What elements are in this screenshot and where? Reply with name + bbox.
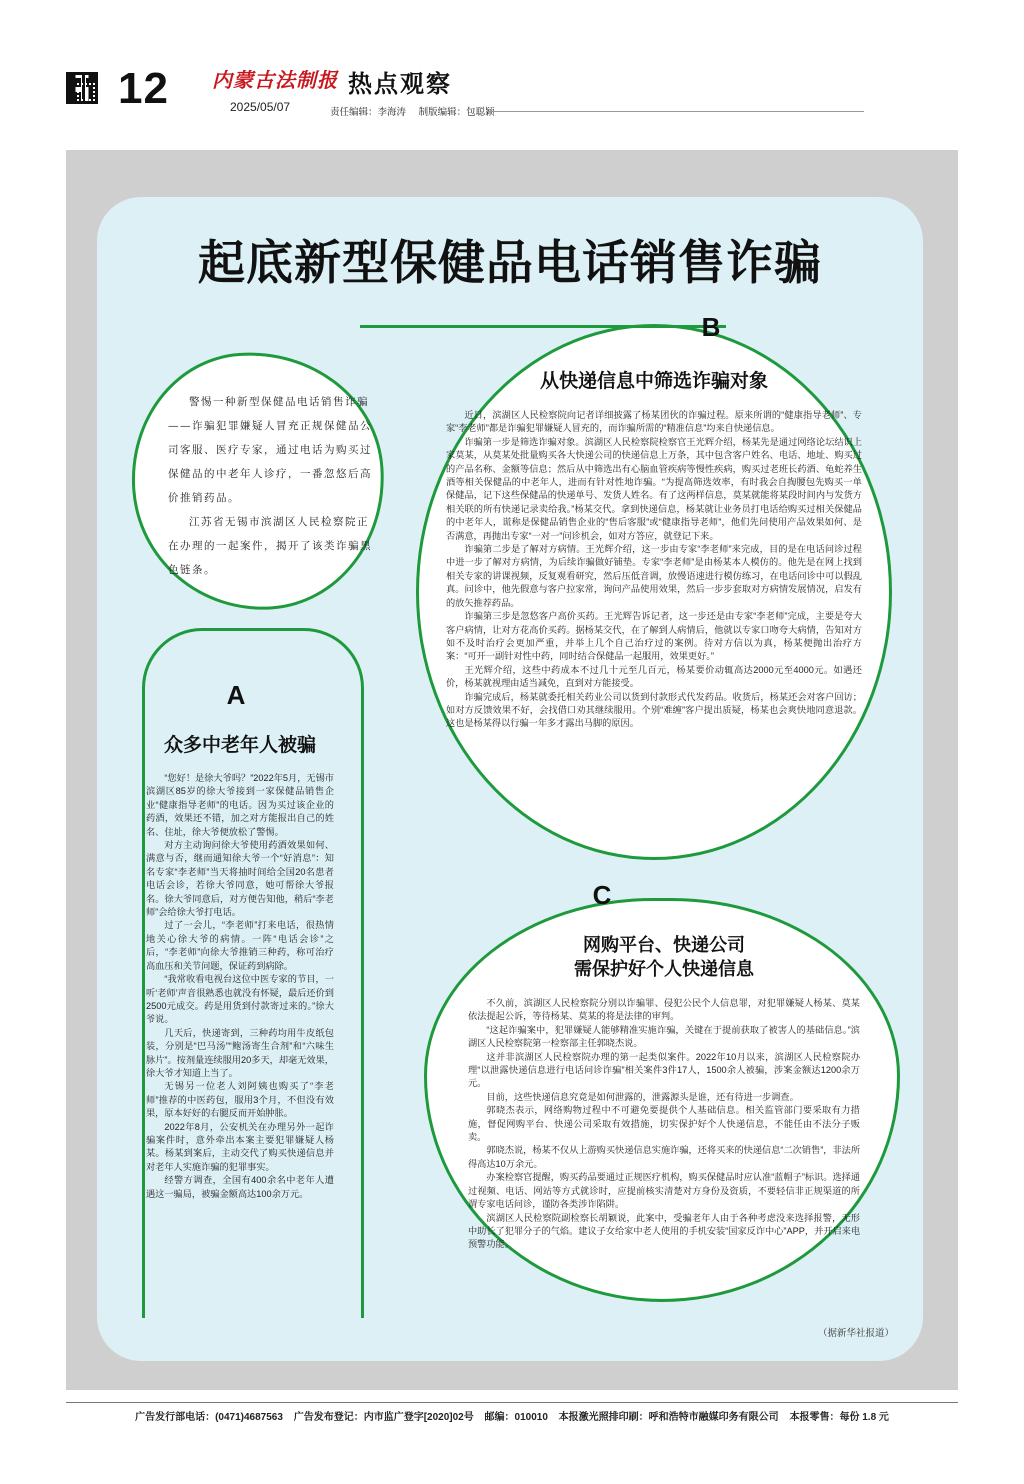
section-a-body bbox=[146, 772, 334, 1201]
section-c-badge: C bbox=[588, 880, 616, 910]
layout-editor: 制版编辑：包聪颖 bbox=[418, 107, 495, 118]
editor-credits bbox=[330, 104, 505, 118]
header-rule bbox=[486, 111, 864, 112]
section-b-title: 从快递信息中筛选诈骗对象 bbox=[539, 370, 768, 392]
issue-date: 2025/05/07 bbox=[230, 100, 291, 114]
paragraph: 诈骗第三步是忽悠客户高价买药。王光辉告诉记者，这一步还是由专家“李老师”完成，主要是夸大客户病情，让对方花高价买药。据杨某交代，在了解到人病情后，他就以专家口吻夸大病情，告知对方如不及时治疗会更加严重，并举上几个自己治疗过的案例。待对方信以为真，杨某便抛出治疗方案：“可开一副针对性中药，同时结合保健品一起服用，效果更好。” bbox=[446, 611, 862, 662]
paragraph: 经警方调查，全国有400余名中老年人遭遇这一骗局，被骗金额高达100余万元。 bbox=[146, 1175, 334, 1199]
paragraph: 几天后，快递寄到，三种药均用牛皮纸包装，分别是“巴马汤”“鲍汤寄生合剂”和“六味生脉片”。按剂量连续服用20多天，却毫无效果，徐大爷才知道上当了。 bbox=[146, 1027, 334, 1078]
section-b-badge: B bbox=[697, 312, 725, 342]
paragraph: 滨湖区人民检察院副检察长胡颖说，此案中，受骗老年人由于各种考虑没来选择报警，无形中助长了犯罪分子的气焰。建议子女给家中老人使用的手机安装“国家反诈中心”APP，并开启来电预警功能。 bbox=[468, 1212, 861, 1250]
page-number: 12 bbox=[118, 64, 169, 113]
paragraph: 目前，这些快递信息究竟是如何泄露的，泄露源头是谁，还有待进一步调查。 bbox=[486, 1091, 799, 1102]
section-c-body bbox=[468, 997, 860, 1252]
footer bbox=[66, 1408, 958, 1423]
paragraph: 郭晓杰表示，网络购物过程中不可避免要提供个人基础信息。相关监管部门要采取有力措施，督促网购平台、快递公司采取有效措施，切实保护好个人快递信息，不能任由不法分子贩卖。 bbox=[468, 1105, 860, 1143]
section-a-badge: A bbox=[222, 680, 250, 710]
section-b-body bbox=[446, 409, 862, 731]
paragraph: 诈骗第一步是筛选诈骗对象。滨湖区人民检察院检察官王光辉介绍，杨某先是通过网络论坛结识上家莫某，从莫某处批量购买各大快递公司的快递信息上万条，其中包含客户姓名、电话、地址、购买过的产品名称、金额等信息；然后从中筛选出有心脑血管疾病等慢性疾病，购买过老班长药酒、龟蛇养生酒等相关保健品的中老年人，进而有针对性地诈骗。“为提高筛选效率，有时我会自掏腰包先购买一单保健品，记下这些保健品的快递单号、发货人姓名。有了这两样信息，莫某就能将某段时间内与发货方相关联的所有快递记录卖给我。”杨某交代。拿到快递信息，杨某就让业务员打电话给购买过相关保健品的中老年人，谎称是保健品销售企业的“售后客服”或“健康指导老师”，他们先问使用产品效果如何、是否满意，再抛出专家“一对一”问诊机会，如对方答应，就登记下来。 bbox=[446, 436, 862, 541]
footer-postcode: 邮编：010010 bbox=[484, 1412, 548, 1423]
footer-price: 本报零售：每份 1.8 元 bbox=[789, 1412, 889, 1423]
section-c-title-line1: 网购平台、快递公司 bbox=[583, 935, 745, 956]
section-c-title bbox=[468, 934, 860, 982]
newspaper-logo: 内蒙古法制报 bbox=[212, 68, 338, 92]
paragraph: 对方主动询问徐大爷使用药酒效果如何、满意与否，继而通知徐大爷一个“好消息”：知名专家“李老师”当天将抽时间给全国20名患者电话会诊，若徐大爷同意，她可帮徐大爷报名。徐大爷同意后，对方便告知他，稍后“李老师”会给徐大爷打电话。 bbox=[146, 840, 334, 918]
paragraph: 近日，滨湖区人民检察院向记者详细披露了杨某团伙的诈骗过程。原来所谓的“健康指导老师”、专家“李老师”都是诈骗犯罪嫌疑人冒充的，而诈骗所需的“精准信息”均来自快递信息。 bbox=[446, 410, 862, 434]
paragraph: 无锡另一位老人刘阿姨也购买了“李老师”推荐的中医药包，服用3个月，不但没有效果，原本好好的右腿反而开始肿胀。 bbox=[146, 1081, 334, 1119]
source-credit: （据新华社报道） bbox=[818, 1328, 895, 1339]
qr-code bbox=[66, 72, 98, 104]
section-name: 热点观察 bbox=[348, 69, 452, 98]
intro-paragraph: 江苏省无锡市滨湖区人民检察院正在办理的一起案件，揭开了该类诈骗黑色链条。 bbox=[168, 516, 372, 576]
paragraph: “您好！是徐大爷吗？”2022年5月，无锡市滨湖区85岁的徐大爷接到一家保健品销售企业“健康指导老师”的电话。因为买过该企业的药酒，效果还不错，加之对方能报出自己的姓名、住址，徐大爷便放松了警惕。 bbox=[146, 773, 334, 837]
decorative-line bbox=[360, 325, 726, 328]
paragraph: 郭晓杰说，杨某不仅从上游购买快递信息实施诈骗，还将买来的快递信息“二次销售”，非法所得高达10万余元。 bbox=[468, 1145, 861, 1169]
paragraph: 过了一会儿，“李老师”打来电话，很热情地关心徐大爷的病情。一阵“电话会诊”之后，“李老师”向徐大爷推销三种药，称可治疗高血压和关节问题，保证药到病除。 bbox=[146, 920, 334, 971]
section-c-title-line2: 需保护好个人快递信息 bbox=[574, 959, 754, 980]
paragraph: “这起诈骗案中，犯罪嫌疑人能够精准实施诈骗，关键在于提前获取了被害人的基础信息。”滨湖区人民检察院第一检察部主任郭晓杰说。 bbox=[468, 1024, 860, 1049]
paragraph: 不久前，滨湖区人民检察院分别以诈骗罪、侵犯公民个人信息罪，对犯罪嫌疑人杨某、莫某依法提起公诉，等待杨某、莫某的将是法律的审判。 bbox=[468, 998, 860, 1022]
intro-paragraph: 警惕一种新型保健品电话销售诈骗——诈骗犯罪嫌疑人冒充正规保健品公司客服、医疗专家，通过电话为购买过保健品的中老年人诊疗，一番忽悠后高价推销药品。 bbox=[168, 396, 372, 504]
intro-text bbox=[168, 390, 374, 582]
footer-rule bbox=[66, 1402, 958, 1403]
paragraph: 诈骗完成后，杨某就委托相关药业公司以货到付款形式代发药品。收货后，杨某还会对客户回访；如对方反馈效果不好，会找借口劝其继续服用。个别“难缠”客户提出质疑，杨某也会爽快地同意退款。这也是杨某得以行骗一年多才露出马脚的原因。 bbox=[446, 691, 862, 729]
paragraph: 这并非滨湖区人民检察院办理的第一起类似案件。2022年10月以来，滨湖区人民检察院办理“以泄露快递信息进行电话问诊诈骗”相关案件3件17人，1500余人被骗，涉案金额达1200余万元。 bbox=[468, 1051, 860, 1089]
editor-in-charge: 责任编辑：李海涛 bbox=[330, 107, 407, 118]
footer-ad-phone: 广告发行部电话：(0471)4687563 bbox=[135, 1412, 283, 1423]
paragraph: 诈骗第二步是了解对方病情。王光辉介绍，这一步由专家“李老师”来完成，目的是在电话问诊过程中进一步了解对方病情，为后续诈骗做好铺垫。专家“李老师”是由杨某本人模仿的。他先是在网上找到相关专家的讲课视频，反复观看研究，然后压低音调，放慢语速进行模仿练习，在电话问诊中可以假乱真。问诊中，他先假意与客户拉家常，询问产品使用效果，然后一步步套取对方病情发展情况，启发有的放矢推荐药品。 bbox=[446, 544, 862, 608]
paragraph: 2022年8月，公安机关在办理另外一起诈骗案件时，意外牵出本案主要犯罪嫌疑人杨某。杨某到案后，主动交代了购买快递信息并对老年人实施诈骗的犯罪事实。 bbox=[146, 1121, 334, 1172]
section-a-title: 众多中老年人被骗 bbox=[163, 734, 316, 756]
headline: 起底新型保健品电话销售诈骗 bbox=[198, 236, 822, 291]
paragraph: 王光辉介绍，这些中药成本不过几十元至几百元，杨某要价动辄高达2000元至4000元。如遇还价，杨某就视理由适当减免，直到对方能接受。 bbox=[446, 664, 862, 689]
paragraph: 办案检察官提醒，购买药品要通过正规医疗机构，购买保健品时应认准“蓝帽子”标识。选择通过视频、电话、网站等方式就诊时，应提前核实清楚对方身份及资质，不要轻信非正规渠道的所谓专家电话问诊，谨防各类涉诈陷阱。 bbox=[468, 1172, 861, 1210]
footer-ad-license: 广告发布登记：内市监广登字[2020]02号 bbox=[293, 1412, 474, 1423]
paragraph: “我常收看电视台这位中医专家的节目，一听‘老师’声音很熟悉也就没有怀疑，最后还价到2500元成交。药是用货到付款寄过来的。”徐大爷说。 bbox=[146, 974, 334, 1025]
footer-printer: 本报激光照排印刷：呼和浩特市融媒印务有限公司 bbox=[558, 1412, 779, 1423]
